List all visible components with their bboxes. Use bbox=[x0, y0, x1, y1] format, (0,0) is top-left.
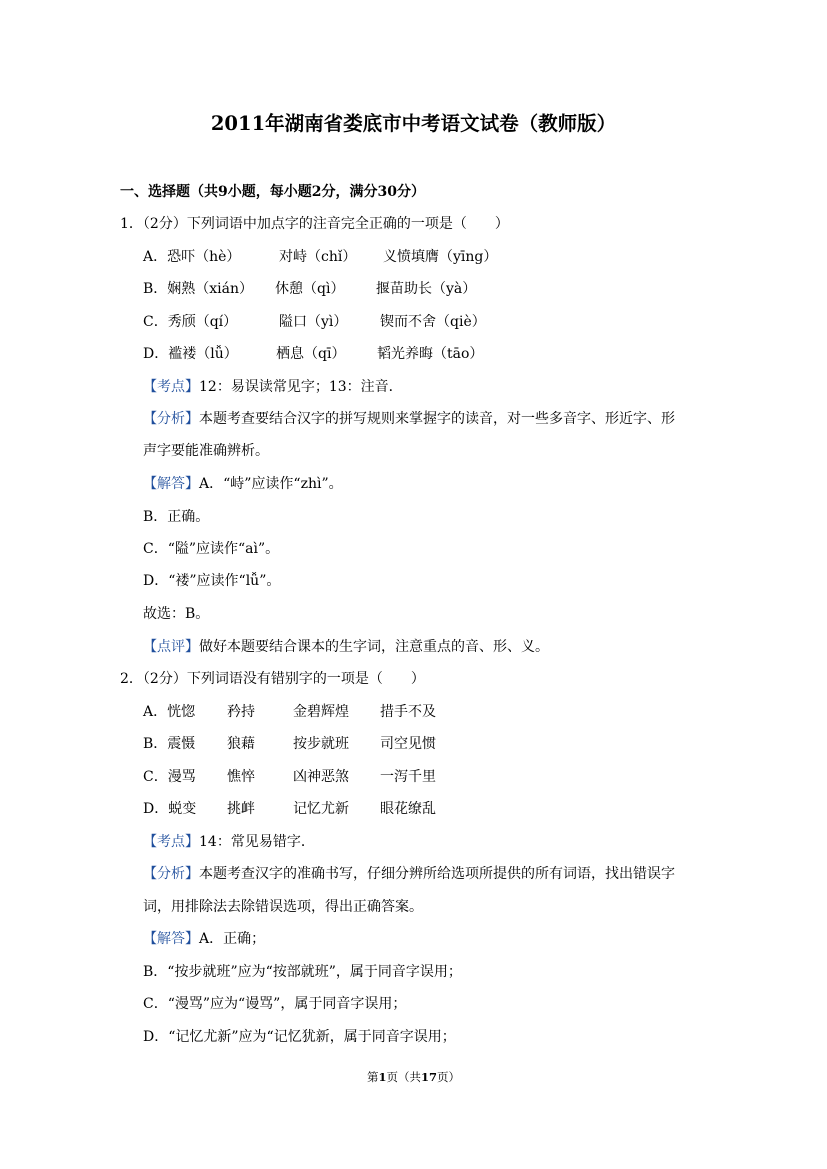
section-heading: 一、选择题（共9小题，每小题2分，满分30分） bbox=[120, 184, 425, 200]
q1-jieda-text-1: A．“峙”应读作“zhì”。 bbox=[199, 476, 343, 492]
q2-fenxi-text-1: 本题考查汉字的准确书写，仔细分辨所给选项所提供的所有词语，找出错误字 bbox=[199, 866, 675, 882]
q2-stem: 2．（2分）下列词语没有错别字的一项是（ ） bbox=[120, 671, 425, 687]
q1-option-d-part3: 韬光养晦（tāo） bbox=[377, 346, 484, 362]
q2-option-d-part1: D．蜕变 bbox=[143, 801, 197, 817]
q1-option-a-part3: 义愤填膺（yīng） bbox=[383, 249, 498, 265]
q1-fenxi-tag: 【分析】 bbox=[143, 411, 199, 427]
q1-kaodian bbox=[143, 376, 403, 398]
q2-jieda-text-2: B．“按步就班”应为“按部就班”，属于同音字误用； bbox=[143, 964, 462, 980]
q2-option-d-part2: 挑衅 bbox=[227, 801, 255, 817]
footer-mid: 页（共 bbox=[386, 1070, 421, 1084]
q1-fenxi-text-1: 本题考查要结合汉字的拼写规则来掌握字的读音，对一些多音字、形近字、形 bbox=[199, 411, 675, 427]
q2-fenxi-tag: 【分析】 bbox=[143, 866, 199, 882]
q1-option-d bbox=[143, 343, 483, 365]
q2-option-d-part3: 记忆尤新 bbox=[293, 801, 349, 817]
q2-fenxi bbox=[143, 863, 675, 885]
q1-kaodian-tag: 【考点】 bbox=[143, 379, 199, 395]
q2-option-a-part4: 措手不及 bbox=[380, 704, 436, 720]
q1-option-c bbox=[143, 311, 486, 333]
q2-option-b-part3: 按步就班 bbox=[293, 736, 349, 752]
q2-option-c-part3: 凶神恶煞 bbox=[293, 769, 349, 785]
q2-kaodian bbox=[143, 831, 315, 853]
q2-jieda-text-3: C．“漫骂”应为“谩骂”，属于同音字误用； bbox=[143, 996, 407, 1012]
q1-option-b-part1: B．娴熟（xián） bbox=[143, 281, 254, 297]
q1-option-c-part2: 隘口（yì） bbox=[279, 314, 348, 330]
q1-dianping-tag: 【点评】 bbox=[143, 639, 199, 655]
q2-option-b-part4: 司空见惯 bbox=[380, 736, 436, 752]
footer-suffix: 页） bbox=[437, 1070, 461, 1084]
q2-option-b-part2: 狼藉 bbox=[227, 736, 255, 752]
q2-jieda-text-1: A．正确； bbox=[199, 931, 266, 947]
q1-option-a-part1: A．恐吓（hè） bbox=[143, 249, 241, 265]
q2-option-c bbox=[143, 766, 436, 788]
q1-option-c-part3: 锲而不舍（qiè） bbox=[380, 314, 486, 330]
q1-option-c-part1: C．秀颀（qí） bbox=[143, 314, 238, 330]
footer-total-pages: 17 bbox=[421, 1070, 438, 1084]
q1-option-a bbox=[143, 246, 497, 268]
q1-jieda-text-3: C．“隘”应读作“aì”。 bbox=[143, 541, 280, 557]
q1-jieda bbox=[143, 473, 343, 495]
q1-jieda-text-4: D．“褛”应读作“lǚ”。 bbox=[143, 573, 281, 589]
q2-option-c-part4: 一泻千里 bbox=[380, 769, 436, 785]
q2-option-a-part2: 矜持 bbox=[227, 704, 255, 720]
footer-prefix: 第 bbox=[366, 1070, 379, 1084]
q2-option-a-part3: 金碧辉煌 bbox=[293, 704, 349, 720]
q1-jieda-text-2: B．正确。 bbox=[143, 509, 210, 525]
q2-option-c-part2: 憔悴 bbox=[227, 769, 255, 785]
q1-jieda-text-5: 故选：B。 bbox=[143, 606, 210, 622]
q1-fenxi-text-2: 声字要能准确辨析。 bbox=[143, 443, 269, 459]
q2-option-a-part1: A．恍惚 bbox=[143, 704, 196, 720]
document-title: 2011年湖南省娄底市中考语文试卷（教师版） bbox=[210, 112, 617, 135]
q1-option-d-part2: 栖息（qī） bbox=[276, 346, 346, 362]
q2-option-c-part1: C．漫骂 bbox=[143, 769, 196, 785]
q1-option-b-part2: 休憩（qì） bbox=[275, 281, 345, 297]
q1-option-b-part3: 揠苗助长（yà） bbox=[376, 281, 477, 297]
q1-option-b bbox=[143, 278, 476, 300]
q2-kaodian-tag: 【考点】 bbox=[143, 834, 199, 850]
q1-fenxi bbox=[143, 408, 675, 430]
footer-page-number: 1 bbox=[378, 1070, 387, 1084]
q1-jieda-tag: 【解答】 bbox=[143, 476, 199, 492]
q2-option-a bbox=[143, 701, 436, 723]
q2-jieda bbox=[143, 928, 265, 950]
q2-option-b-part1: B．震慑 bbox=[143, 736, 196, 752]
q2-option-b bbox=[143, 733, 436, 755]
q1-dianping bbox=[143, 636, 549, 658]
q1-option-a-part2: 对峙（chǐ） bbox=[279, 249, 357, 265]
q1-kaodian-text: 12：易误读常见字；13：注音． bbox=[199, 379, 403, 395]
page-footer bbox=[0, 1069, 827, 1085]
q1-stem: 1．（2分）下列词语中加点字的注音完全正确的一项是（ ） bbox=[120, 216, 509, 232]
q2-jieda-text-4: D．“记忆尤新”应为“记忆犹新，属于同音字误用； bbox=[143, 1029, 456, 1045]
q2-kaodian-text: 14：常见易错字． bbox=[199, 834, 315, 850]
q2-option-d-part4: 眼花缭乱 bbox=[380, 801, 436, 817]
q2-option-d bbox=[143, 798, 436, 820]
q2-jieda-tag: 【解答】 bbox=[143, 931, 199, 947]
q1-dianping-text: 做好本题要结合课本的生字词，注意重点的音、形、义。 bbox=[199, 639, 549, 655]
q1-option-d-part1: D．褴褛（lǚ） bbox=[143, 346, 238, 362]
q2-fenxi-text-2: 词，用排除法去除错误选项，得出正确答案。 bbox=[143, 899, 423, 915]
